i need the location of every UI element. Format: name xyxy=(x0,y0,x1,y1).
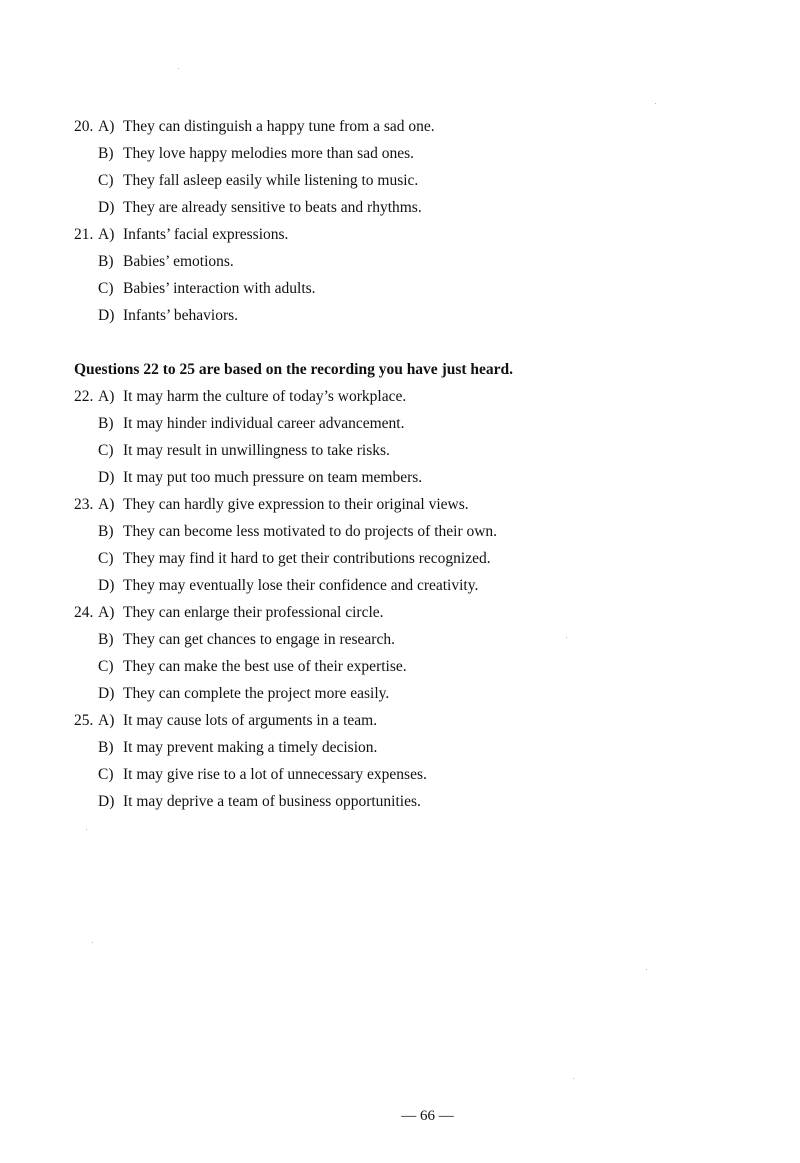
section-spacer xyxy=(74,329,774,356)
option-letter: C) xyxy=(98,658,114,675)
question-number: 25. xyxy=(74,712,94,729)
option-text: Infants’ facial expressions. xyxy=(123,226,289,243)
scan-speck xyxy=(566,637,567,638)
question-22-option-c xyxy=(74,437,774,464)
question-20-option-b xyxy=(74,140,774,167)
option-text: They can complete the project more easily. xyxy=(123,685,390,702)
question-23-option-d xyxy=(74,572,774,599)
question-25-option-b xyxy=(74,734,774,761)
option-text: They can hardly give expression to their original views. xyxy=(123,496,469,513)
option-letter: C) xyxy=(98,172,114,189)
option-text: They can enlarge their professional circle. xyxy=(123,604,384,621)
option-letter: B) xyxy=(98,145,114,162)
option-letter: A) xyxy=(98,118,115,135)
option-letter: A) xyxy=(98,226,115,243)
option-text: It may give rise to a lot of unnecessary expenses. xyxy=(123,766,427,783)
option-text: They can distinguish a happy tune from a sad one. xyxy=(123,118,435,135)
option-text: They are already sensitive to beats and rhythms. xyxy=(123,199,422,216)
option-text: They can get chances to engage in research. xyxy=(123,631,395,648)
question-24-option-d xyxy=(74,680,774,707)
question-23-option-b xyxy=(74,518,774,545)
option-text: It may deprive a team of business opportunities. xyxy=(123,793,421,810)
question-number: 20. xyxy=(74,118,94,135)
option-text: It may prevent making a timely decision. xyxy=(123,739,378,756)
option-letter: C) xyxy=(98,766,114,783)
section-heading: Questions 22 to 25 are based on the recording you have just heard. xyxy=(74,361,514,378)
option-letter: B) xyxy=(98,523,114,540)
scan-speck xyxy=(86,829,87,830)
scan-speck xyxy=(646,969,647,970)
question-list xyxy=(74,113,774,815)
option-text: They fall asleep easily while listening to music. xyxy=(123,172,419,189)
option-text: They may eventually lose their confidence and creativity. xyxy=(123,577,479,594)
option-letter: D) xyxy=(98,577,115,594)
question-25-option-d xyxy=(74,788,774,815)
question-25-option-a xyxy=(74,707,774,734)
option-letter: D) xyxy=(98,685,115,702)
option-letter: C) xyxy=(98,550,114,567)
option-text: Infants’ behaviors. xyxy=(123,307,239,324)
question-22-option-b xyxy=(74,410,774,437)
question-24-option-a xyxy=(74,599,774,626)
option-text: They love happy melodies more than sad ones. xyxy=(123,145,414,162)
option-letter: C) xyxy=(98,280,114,297)
option-letter: D) xyxy=(98,199,115,216)
page-number: — 66 — xyxy=(401,1108,454,1124)
option-text: Babies’ interaction with adults. xyxy=(123,280,316,297)
option-letter: A) xyxy=(98,604,115,621)
question-24-option-c xyxy=(74,653,774,680)
scan-speck xyxy=(655,103,656,104)
question-23-option-c xyxy=(74,545,774,572)
question-number: 23. xyxy=(74,496,94,513)
option-letter: A) xyxy=(98,496,115,513)
option-text: It may put too much pressure on team members. xyxy=(123,469,423,486)
question-20-option-a xyxy=(74,113,774,140)
question-22-option-d xyxy=(74,464,774,491)
question-21-option-c xyxy=(74,275,774,302)
option-letter: A) xyxy=(98,712,115,729)
question-22-option-a xyxy=(74,383,774,410)
option-letter: B) xyxy=(98,631,114,648)
option-text: It may result in unwillingness to take risks. xyxy=(123,442,390,459)
option-text: They may find it hard to get their contributions recognized. xyxy=(123,550,491,567)
option-letter: A) xyxy=(98,388,115,405)
option-letter: D) xyxy=(98,307,115,324)
question-number: 21. xyxy=(74,226,94,243)
scan-speck xyxy=(178,68,179,69)
question-number: 22. xyxy=(74,388,94,405)
option-text: Babies’ emotions. xyxy=(123,253,234,270)
option-text: It may harm the culture of today’s workplace. xyxy=(123,388,407,405)
scan-speck xyxy=(573,1078,574,1079)
option-letter: B) xyxy=(98,739,114,756)
question-23-option-a xyxy=(74,491,774,518)
option-text: It may hinder individual career advancement. xyxy=(123,415,405,432)
question-21-option-a xyxy=(74,221,774,248)
option-letter: D) xyxy=(98,793,115,810)
option-text: They can become less motivated to do projects of their own. xyxy=(123,523,498,540)
scan-speck xyxy=(92,942,93,943)
question-20-option-c xyxy=(74,167,774,194)
question-21-option-d xyxy=(74,302,774,329)
question-number: 24. xyxy=(74,604,94,621)
option-letter: B) xyxy=(98,253,114,270)
question-25-option-c xyxy=(74,761,774,788)
option-text: It may cause lots of arguments in a team. xyxy=(123,712,378,729)
question-21-option-b xyxy=(74,248,774,275)
option-text: They can make the best use of their expertise. xyxy=(123,658,407,675)
option-letter: D) xyxy=(98,469,115,486)
question-24-option-b xyxy=(74,626,774,653)
option-letter: B) xyxy=(98,415,114,432)
option-letter: C) xyxy=(98,442,114,459)
question-20-option-d xyxy=(74,194,774,221)
